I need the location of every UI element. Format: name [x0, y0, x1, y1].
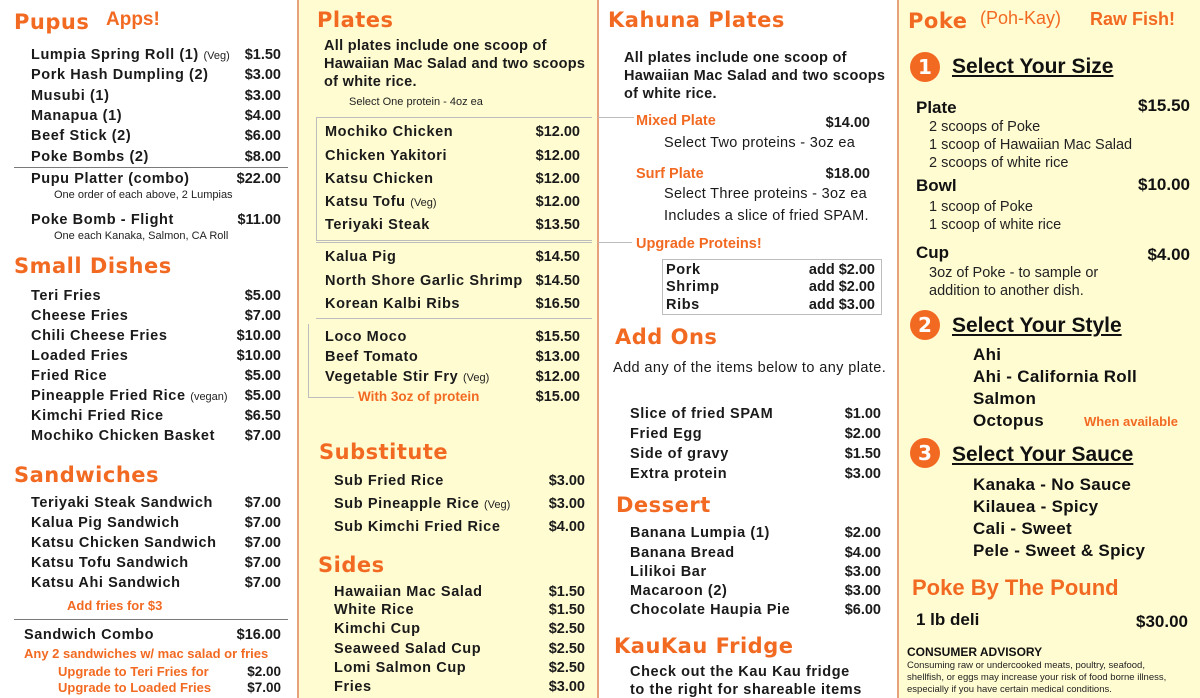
size-price: $15.50: [1138, 96, 1190, 115]
poke-sauce: Cali - Sweet: [973, 519, 1073, 538]
menu-item-price: $6.00: [844, 602, 881, 618]
menu-item-name: Kalua Pig: [325, 249, 397, 265]
menu-item-name: Kimchi Fried Rice: [31, 408, 164, 424]
column-divider: [297, 0, 299, 698]
mixed-plate-price: $14.00: [825, 115, 870, 131]
column-divider: [897, 0, 899, 698]
size-desc: 1 scoop of Poke: [929, 199, 1033, 215]
menu-item-price: $3.00: [844, 564, 881, 580]
size-name: Cup: [916, 243, 950, 262]
menu-item-price: $12.00: [535, 148, 580, 164]
menu-item-price: $7.00: [244, 515, 281, 531]
menu-item-price: $12.00: [535, 194, 580, 210]
menu-item-name: Katsu Chicken: [325, 171, 434, 187]
menu-item-price: $3.00: [244, 67, 281, 83]
menu-item-price: $8.00: [244, 149, 281, 165]
menu-item-name: Sub Fried Rice: [334, 473, 444, 489]
poke-sauce: Kanaka - No Sauce: [973, 475, 1132, 494]
sides-title: Sides: [318, 553, 385, 577]
step-2-title: Select Your Style: [952, 314, 1122, 337]
divider: [316, 242, 592, 243]
menu-item-name: Slice of fried SPAM: [630, 406, 774, 422]
upgrade-protein-name: Ribs: [666, 297, 700, 313]
menu-item-price: $13.50: [535, 217, 580, 233]
menu-item-price: $1.50: [244, 47, 281, 63]
menu-item-price: $15.50: [535, 329, 580, 345]
size-name: Plate: [916, 98, 957, 117]
menu-item-price: $12.00: [535, 171, 580, 187]
addons-intro: Add any of the items below to any plate.: [613, 360, 887, 376]
menu-item-name: Mochiko Chicken Basket: [31, 428, 216, 444]
fridge-title: KauKau Fridge: [614, 634, 794, 658]
menu-item-price: $3.00: [844, 583, 881, 599]
poke-sauce: Kilauea - Spicy: [973, 497, 1099, 516]
menu-item-price: $7.00: [244, 555, 281, 571]
plates-intro: All plates include one scoop of Hawaiian Mac Salad and two scoops of white rice.: [324, 38, 586, 90]
menu-item-price: $1.50: [844, 446, 881, 462]
menu-item-name: Teriyaki Steak: [325, 217, 430, 233]
menu-item-price: $14.50: [535, 273, 580, 289]
sandwich-combo-price: $16.00: [236, 627, 281, 643]
menu-item-name: Side of gravy: [630, 446, 729, 462]
menu-item-name: Lomi Salmon Cup: [334, 660, 467, 676]
menu-item-price: $2.50: [548, 660, 585, 676]
menu-item-price: $16.50: [535, 296, 580, 312]
consumer-advisory-title: CONSUMER ADVISORY: [907, 645, 1043, 659]
menu-item-price: $3.00: [844, 466, 881, 482]
menu-item-price: $1.00: [844, 406, 881, 422]
fridge-text: Check out the Kau Kau fridge: [630, 664, 850, 680]
menu-item-price: $14.50: [535, 249, 580, 265]
substitute-title: Substitute: [319, 440, 449, 464]
surf-plate-note: Select Three proteins - 3oz ea: [664, 186, 867, 202]
menu-item-name: Fries: [334, 679, 372, 695]
poke-sauce: Pele - Sweet & Spicy: [973, 541, 1146, 560]
upgrade-name: Upgrade to Loaded Fries: [58, 680, 212, 695]
menu-item-price: $7.00: [244, 575, 281, 591]
menu-item-name: Fried Egg: [630, 426, 703, 442]
menu-item-price: $5.00: [244, 288, 281, 304]
menu-item-price: $12.00: [535, 124, 580, 140]
menu-item-name: Katsu Ahi Sandwich: [31, 575, 181, 591]
menu-item-name: White Rice: [334, 602, 415, 618]
menu-item-name: Teri Fries: [31, 288, 102, 304]
sandwich-combo-note: Any 2 sandwiches w/ mac salad or fries: [24, 646, 269, 661]
menu-item-name: Banana Lumpia (1): [630, 525, 770, 541]
sandwich-combo-name: Sandwich Combo: [24, 627, 155, 643]
menu-item-price: $2.50: [548, 621, 585, 637]
size-desc: addition to another dish.: [929, 283, 1084, 299]
poke-raw-fish: Raw Fish!: [1090, 9, 1176, 29]
pupus-subtitle: Apps!: [106, 9, 160, 30]
menu-item-name: Poke Bombs (2): [31, 149, 149, 165]
upgrade-protein-price: add $3.00: [808, 297, 875, 313]
menu-item-price: $6.50: [244, 408, 281, 424]
poke-by-pound-title: Poke By The Pound: [912, 575, 1119, 600]
poke-pronounce: (Poh-Kay): [980, 8, 1062, 28]
upgrade-protein-price: add $2.00: [808, 279, 875, 295]
menu-item-name: Seaweed Salad Cup: [334, 641, 482, 657]
menu-item-name: Chocolate Haupia Pie: [630, 602, 791, 618]
protein-addon-price: $15.00: [535, 389, 580, 405]
menu-item-price: $7.00: [244, 495, 281, 511]
menu-item-name: Beef Tomato: [325, 349, 419, 365]
upgrade-price: $7.00: [247, 680, 281, 695]
menu-item-name: Sub Kimchi Fried Rice: [334, 519, 501, 535]
menu-item-price: $7.00: [244, 308, 281, 324]
consumer-advisory-text: especially if you have certain medical conditions.: [907, 684, 1112, 695]
menu-item-price: $7.00: [244, 428, 281, 444]
mixed-plate-name: Mixed Plate: [636, 113, 716, 129]
poke-style: Ahi - California Roll: [973, 367, 1138, 386]
surf-plate-price: $18.00: [825, 166, 870, 182]
menu-item-name: Cheese Fries: [31, 308, 129, 324]
menu-item-price: $1.50: [548, 584, 585, 600]
step-1-badge: 1: [910, 52, 940, 82]
menu-item-price: $10.00: [236, 328, 281, 344]
poke-bomb-flight-price: $11.00: [237, 212, 281, 228]
surf-plate-note2: Includes a slice of fried SPAM.: [664, 208, 869, 224]
menu-item-price: $4.00: [844, 545, 881, 561]
poke-bomb-flight-note: One each Kanaka, Salmon, CA Roll: [54, 230, 229, 242]
size-price: $10.00: [1138, 175, 1190, 194]
menu-item-name: Teriyaki Steak Sandwich: [31, 495, 213, 511]
menu-item-price: $3.00: [244, 88, 281, 104]
divider: [316, 318, 592, 319]
upgrade-protein-price: add $2.00: [808, 262, 875, 278]
menu-item-price: $2.50: [548, 641, 585, 657]
menu-item-price: $3.00: [548, 679, 585, 695]
pupu-platter-note: One order of each above, 2 Lumpias: [54, 189, 233, 201]
size-desc: 3oz of Poke - to sample or: [929, 265, 1099, 281]
menu-item-name: Katsu Chicken Sandwich: [31, 535, 217, 551]
menu-item-name: Hawaiian Mac Salad: [334, 584, 483, 600]
menu-item-price: $6.00: [244, 128, 281, 144]
consumer-advisory-text: shellfish, or eggs may increase your risk of food borne illness,: [907, 672, 1167, 683]
menu-item-price: $3.00: [548, 473, 585, 489]
upgrade-name: Upgrade to Teri Fries for: [58, 664, 209, 679]
poke-style: Ahi: [973, 345, 1002, 364]
menu-item-price: $2.00: [844, 426, 881, 442]
protein-addon-name: With 3oz of protein: [358, 389, 480, 404]
menu-item-price: $13.00: [535, 349, 580, 365]
menu-item-name: Manapua (1): [31, 108, 123, 124]
step-3-badge: 3: [910, 438, 940, 468]
size-desc: 1 scoop of white rice: [929, 217, 1062, 233]
bracket-line: [308, 397, 354, 398]
menu-item-name: Lilikoi Bar: [630, 564, 707, 580]
kahuna-intro: All plates include one scoop of Hawaiian Mac Salad and two scoops of white rice.: [624, 50, 886, 102]
menu-item-price: $12.00: [535, 369, 580, 385]
menu-item-name: Pork Hash Dumpling (2): [31, 67, 209, 83]
menu-item-price: $5.00: [244, 388, 281, 404]
mixed-plate-note: Select Two proteins - 3oz ea: [664, 135, 856, 151]
size-desc: 1 scoop of Hawaiian Mac Salad: [929, 137, 1133, 153]
menu-item-name: Banana Bread: [630, 545, 735, 561]
step-3-title: Select Your Sauce: [952, 443, 1134, 466]
add-fries-note: Add fries for $3: [67, 598, 163, 613]
sandwiches-title: Sandwiches: [14, 463, 160, 487]
menu-item-price: $5.00: [244, 368, 281, 384]
upgrade-protein-name: Shrimp: [666, 279, 720, 295]
menu-item-name: Chili Cheese Fries: [31, 328, 168, 344]
poke-pound-price: $30.00: [1136, 612, 1188, 631]
upgrade-protein-name: Pork: [666, 262, 701, 278]
upgrade-proteins-title: Upgrade Proteins!: [636, 236, 762, 252]
menu-item-price: $4.00: [548, 519, 585, 535]
menu-item-name: Chicken Yakitori: [325, 148, 448, 164]
surf-plate-name: Surf Plate: [636, 166, 704, 182]
menu-item-price: $10.00: [236, 348, 281, 364]
upgrade-price: $2.00: [247, 664, 281, 679]
menu-item-price: $1.50: [548, 602, 585, 618]
menu-item-name: Loaded Fries: [31, 348, 129, 364]
size-desc: 2 scoops of Poke: [929, 119, 1041, 135]
poke-pound-name: 1 lb deli: [916, 610, 980, 629]
pupu-platter-price: $22.00: [236, 171, 281, 187]
when-available-note: When available: [1084, 414, 1178, 429]
fridge-text: to the right for shareable items: [630, 682, 862, 698]
menu-item-name: Beef Stick (2): [31, 128, 132, 144]
bracket-line: [308, 324, 309, 398]
bracket-line: [598, 117, 634, 118]
menu-item-price: $3.00: [548, 496, 585, 512]
menu-item-name: Mochiko Chicken: [325, 124, 454, 140]
size-name: Bowl: [916, 176, 957, 195]
menu-item-name: Katsu Tofu (Veg): [325, 194, 437, 210]
addons-title: Add Ons: [615, 325, 718, 349]
menu-item-name: Sub Pineapple Rice (Veg): [334, 496, 511, 512]
menu-item-name: Vegetable Stir Fry (Veg): [325, 369, 490, 385]
step-1-title: Select Your Size: [952, 55, 1114, 78]
pupus-title: Pupus: [14, 10, 90, 34]
poke-style: Octopus: [973, 411, 1045, 430]
divider: [14, 167, 288, 168]
menu-item-name: Katsu Tofu Sandwich: [31, 555, 189, 571]
size-price: $4.00: [1147, 245, 1190, 264]
poke-bomb-flight-name: Poke Bomb - Flight: [31, 212, 174, 228]
menu-item-name: Lumpia Spring Roll (1) (Veg): [31, 47, 230, 63]
menu-item-name: Kimchi Cup: [334, 621, 421, 637]
poke-style: Salmon: [973, 389, 1037, 408]
dessert-title: Dessert: [616, 493, 711, 517]
small-dishes-title: Small Dishes: [14, 254, 172, 278]
menu-item-price: $7.00: [244, 535, 281, 551]
menu-item-name: Extra protein: [630, 466, 728, 482]
menu-item-name: Macaroon (2): [630, 583, 728, 599]
menu-item-price: $4.00: [244, 108, 281, 124]
plates-protein-note: Select One protein - 4oz ea: [349, 96, 483, 108]
plates-title: Plates: [317, 8, 394, 32]
bracket-line: [598, 242, 632, 243]
poke-title: Poke: [908, 9, 968, 33]
menu-item-name: North Shore Garlic Shrimp: [325, 273, 523, 289]
step-2-badge: 2: [910, 310, 940, 340]
divider: [14, 619, 288, 620]
menu-item-name: Kalua Pig Sandwich: [31, 515, 180, 531]
menu-item-name: Fried Rice: [31, 368, 108, 384]
menu-item-price: $2.00: [844, 525, 881, 541]
menu-item-name: Loco Moco: [325, 329, 407, 345]
menu-item-name: Pineapple Fried Rice (vegan): [31, 388, 228, 404]
size-desc: 2 scoops of white rice: [929, 155, 1069, 171]
menu-item-name: Korean Kalbi Ribs: [325, 296, 461, 312]
consumer-advisory-text: Consuming raw or undercooked meats, poultry, seafood,: [907, 660, 1145, 671]
column-divider: [597, 0, 599, 698]
pupu-platter-name: Pupu Platter (combo): [31, 171, 190, 187]
kahuna-title: Kahuna Plates: [608, 8, 785, 32]
menu-item-name: Musubi (1): [31, 88, 110, 104]
